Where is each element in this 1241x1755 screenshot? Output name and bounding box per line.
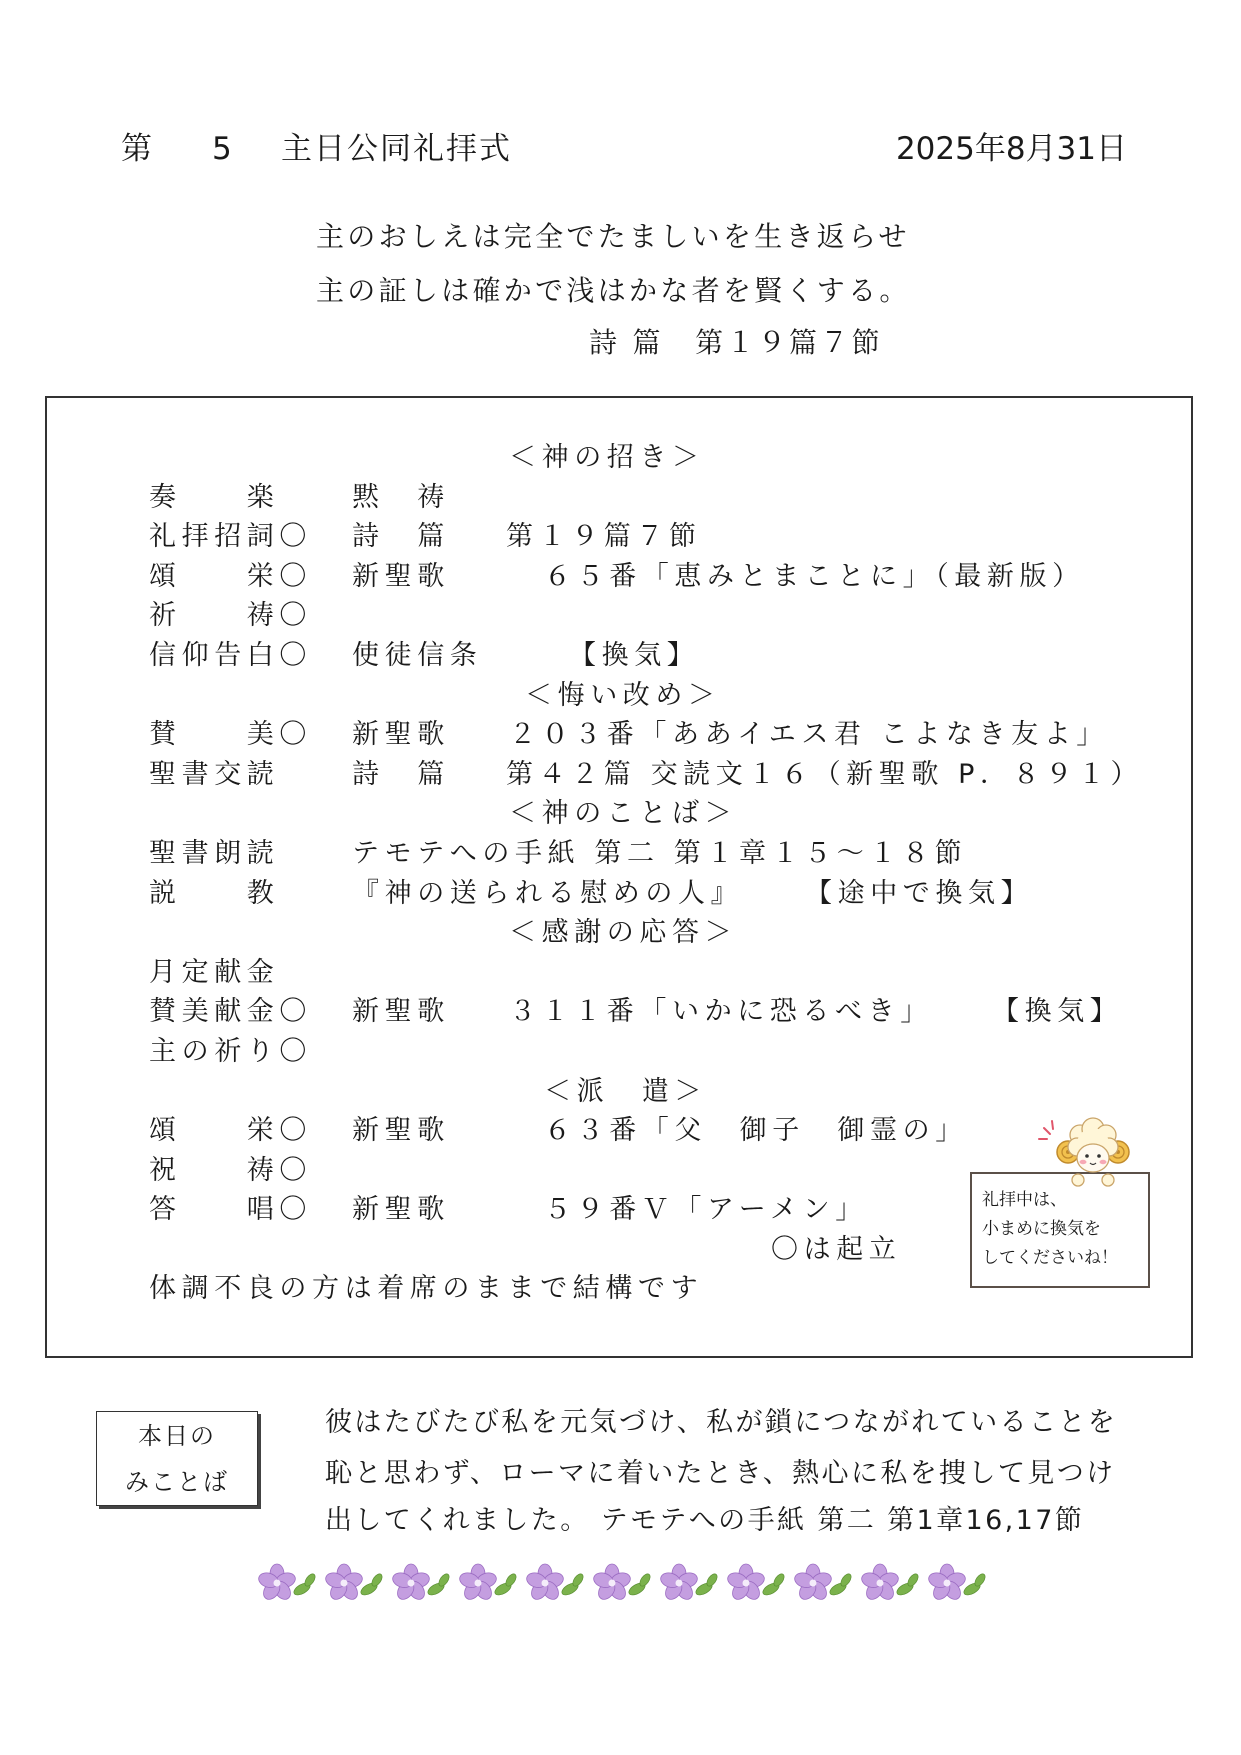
section-heading-text: ＜感謝の応答＞ [509, 917, 738, 949]
order-row-responsive-reading [47, 755, 1191, 795]
order-label: 奏 楽 [149, 481, 280, 513]
flower-center [676, 1580, 683, 1587]
flower-center [542, 1580, 549, 1587]
order-item: 新聖歌 [352, 560, 450, 592]
section-heading [47, 438, 1191, 478]
service-title: 主日公同礼拝式 [281, 131, 512, 167]
flower-center [877, 1580, 884, 1587]
health-note: 体調不良の方は着席のままで結構です [149, 1273, 704, 1305]
leaf-icon [761, 1572, 786, 1597]
flower-center [341, 1580, 348, 1587]
order-row-doxology [47, 557, 1191, 597]
order-detail: ２０３番「ああイエス君 こよなき友よ」 [509, 719, 1109, 751]
leaf-icon [560, 1572, 585, 1597]
service-number: 5 [212, 131, 232, 167]
flower-center [475, 1580, 482, 1587]
flower-center [743, 1580, 750, 1587]
order-label: 聖書朗読 [149, 837, 280, 869]
todays-word-label-line: 本日の [138, 1421, 216, 1450]
flower-icon [793, 1564, 833, 1602]
service-date: 2025年8月31日 [895, 131, 1127, 167]
order-item: 黙 祷 [352, 481, 450, 513]
section-heading [47, 794, 1191, 834]
leaf-icon [426, 1572, 451, 1597]
flower-center [810, 1580, 817, 1587]
call-verse-line: 主の証しは確かで浅はかな者を賢くする。 [316, 274, 911, 307]
flower-icon [860, 1564, 900, 1602]
flower-icon [592, 1564, 632, 1602]
order-row-prelude [47, 478, 1191, 518]
flower-icon [324, 1564, 364, 1602]
order-label: 頌 栄〇 [149, 1115, 312, 1147]
order-label: 頌 栄〇 [149, 560, 312, 592]
flower-center [944, 1580, 951, 1587]
leaf-icon [627, 1572, 652, 1597]
flower-icon [659, 1564, 699, 1602]
order-label: 月定献金 [149, 956, 280, 988]
flower-center [274, 1580, 281, 1587]
order-row-creed [47, 636, 1191, 676]
order-item: 新聖歌 [352, 1194, 450, 1226]
order-row-hymn-of-praise [47, 715, 1191, 755]
order-item: 新聖歌 [352, 1115, 450, 1147]
todays-word-label-box [96, 1411, 258, 1506]
order-label: 聖書交読 [149, 758, 280, 790]
flower-ornament-border [257, 1561, 997, 1605]
section-heading-text: ＜神の招き＞ [509, 442, 705, 473]
order-detail: ６３番「父 御子 御霊の」 [544, 1115, 968, 1147]
flower-icon [927, 1564, 967, 1602]
order-item: 詩 篇 [352, 521, 450, 553]
order-detail: ５９番Ｖ「アーメン」 [544, 1194, 868, 1226]
order-label: 賛 美〇 [149, 719, 312, 751]
ventilation-sign [970, 1172, 1150, 1288]
ventilation-note: 【途中で換気】 [805, 877, 1034, 909]
order-detail: ６５番「恵みとまことに」（最新版） [544, 560, 1085, 592]
order-item: 新聖歌 [352, 719, 450, 751]
todays-word-label-line: みことば [125, 1467, 229, 1496]
order-item: 使徒信条 [352, 639, 483, 671]
flower-icon [458, 1564, 498, 1602]
order-row-offering-hymn [47, 992, 1191, 1032]
order-row-call-to-worship [47, 517, 1191, 557]
leaf-icon [292, 1572, 317, 1597]
section-heading [47, 913, 1191, 953]
sign-line: 小まめに換気を [982, 1219, 1101, 1239]
order-item: テモテへの手紙 第二 第１章１５～１８節 [352, 837, 968, 869]
flower-icon [525, 1564, 565, 1602]
order-label: 祝 祷〇 [149, 1154, 312, 1186]
section-heading [47, 676, 1191, 716]
order-detail: 第４２篇 交読文１６（新聖歌 P．８９１） [506, 758, 1144, 790]
standing-note: 〇は起立 [771, 1233, 902, 1265]
order-row-scripture-reading [47, 834, 1191, 874]
flower-icon [257, 1564, 297, 1602]
order-row-prayer [47, 596, 1191, 636]
order-row-lords-prayer [47, 1032, 1191, 1072]
order-detail: ３１１番「いかに恐るべき」 [509, 996, 933, 1028]
flower-center [609, 1580, 616, 1587]
ventilation-note: 【換気】 [992, 996, 1123, 1028]
section-heading-text: ＜神のことば＞ [509, 798, 738, 830]
order-label: 礼拝招詞〇 [149, 521, 312, 553]
call-verse-reference: 詩 篇 第１９篇７節 [589, 326, 883, 359]
flower-center [408, 1580, 415, 1587]
order-row-sermon [47, 874, 1191, 914]
order-label: 信仰告白〇 [149, 639, 312, 671]
leaf-icon [895, 1572, 920, 1597]
section-heading-text: ＜悔い改め＞ [525, 679, 721, 711]
section-heading [47, 1072, 1191, 1112]
sign-line: 礼拝中は、 [982, 1190, 1067, 1210]
leaf-icon [359, 1572, 384, 1597]
order-row-closing-doxology [47, 1111, 1191, 1151]
todays-word-line: 恥と思わず、ローマに着いたとき、熱心に私を捜して見つけ [325, 1458, 1116, 1489]
order-item: 新聖歌 [352, 996, 450, 1028]
sermon-title: 『神の送られる慰めの人』 [352, 877, 744, 909]
sheep-face [1077, 1144, 1109, 1172]
order-of-service-box [45, 396, 1193, 1358]
todays-word-line: 出してくれました。 テモテへの手紙 第二 第1章16,17節 [325, 1505, 1085, 1536]
ventilation-note: 【換気】 [569, 639, 700, 671]
sparkle-icon [1039, 1121, 1053, 1139]
order-detail: 第１９篇７節 [506, 521, 702, 553]
order-label: 賛美献金〇 [149, 996, 312, 1028]
todays-word-line: 彼はたびたび私を元気づけ、私が鎖につながれていることを [325, 1407, 1118, 1438]
order-row-monthly-offering [47, 953, 1191, 993]
service-prefix: 第 [121, 131, 152, 167]
order-label: 祈 祷〇 [149, 600, 312, 632]
sheep-icon [1032, 1114, 1144, 1188]
flower-icon [391, 1564, 431, 1602]
flower-icon [726, 1564, 766, 1602]
sheep-hands [1072, 1174, 1114, 1186]
leaf-icon [694, 1572, 719, 1597]
leaf-icon [828, 1572, 853, 1597]
order-label: 答 唱〇 [149, 1194, 312, 1226]
order-label: 主の祈り〇 [149, 1035, 312, 1067]
section-heading-text: ＜派 遣＞ [544, 1075, 707, 1107]
sign-line: してくださいね！ [982, 1248, 1118, 1268]
order-item: 詩 篇 [352, 758, 450, 790]
call-verse-line: 主のおしえは完全でたましいを生き返らせ [316, 220, 910, 253]
leaf-icon [962, 1572, 987, 1597]
leaf-icon [493, 1572, 518, 1597]
order-label: 説 教 [149, 877, 280, 909]
